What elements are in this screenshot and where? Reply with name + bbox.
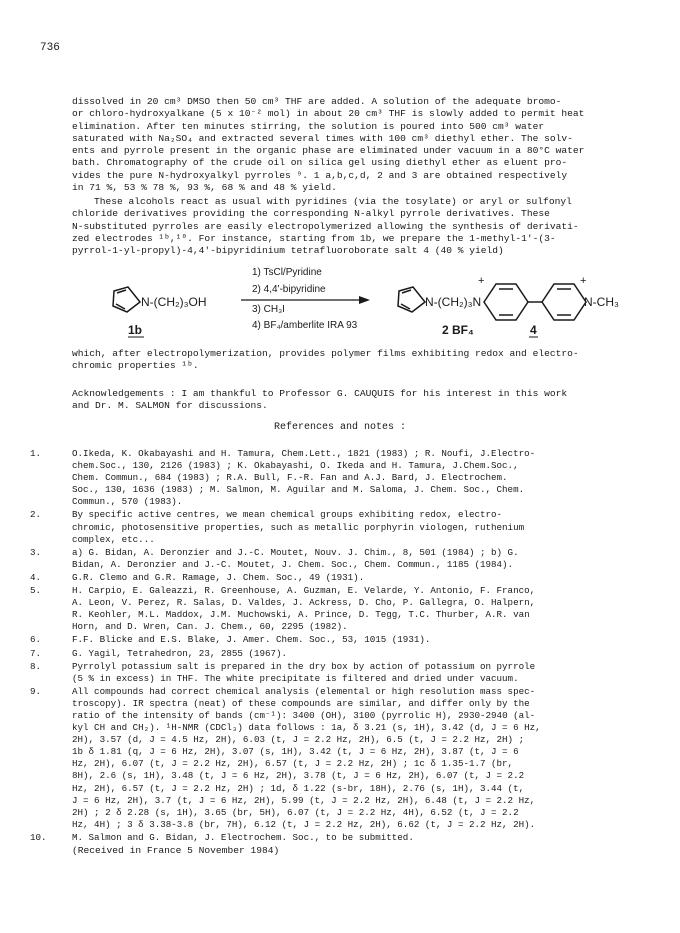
reference-line: G.R. Clemo and G.R. Ramage, J. Chem. Soc., 49 (1931). bbox=[72, 571, 365, 583]
reference-line: All compounds had correct chemical analysis (elemental or high resolution mass spec- bbox=[72, 685, 536, 697]
reference-line: O.Ikeda, K. Okabayashi and H. Tamura, Chem.Lett., 1821 (1983) ; R. Noufi, J.Electro- bbox=[72, 448, 536, 459]
reference-number: 5. bbox=[30, 585, 42, 597]
pyridinium-ring-1 bbox=[484, 284, 528, 320]
received-date: (Received in France 5 November 1984) bbox=[72, 845, 280, 856]
reference-line: 1b δ 1.81 (q, J = 6 Hz, 2H), 3.07 (s, 1H), 3.42 (t, J = 6 Hz, 2H), 3.87 (t, J = 6 bbox=[72, 746, 519, 758]
text-line: chloride derivatives providing the corresponding N-alkyl pyrrole derivatives. These bbox=[72, 208, 550, 220]
reference-item bbox=[30, 648, 654, 660]
reference-number: 2. bbox=[30, 509, 42, 521]
reference-number: 4. bbox=[30, 571, 42, 583]
reference-line: Hz, 2H), 6.07 (t, J = 2.2 Hz, 2H), 6.57 (t, J = 2.2 Hz, 2H) ; 1c δ 1.35-1.7 (br, bbox=[72, 758, 514, 770]
arrow-head-icon bbox=[359, 296, 370, 304]
reference-line: a) G. Bidan, A. Deronzier and J.-C. Moutet, Nouv. J. Chim., 8, 501 (1984) ; b) G. bbox=[72, 546, 519, 558]
text-line: saturated with Na₂SO₄ and extracted several times with 100 cm³ diethyl ether. The solv- bbox=[72, 132, 573, 144]
reference-item bbox=[30, 661, 654, 685]
text-line: vides the pure N-hydroxyalkyl pyrroles ⁹. 1 a,b,c,d, 2 and 3 are obtained respectively bbox=[72, 169, 568, 181]
reference-line: 2H) ; 2 δ 2.28 (s, 1H), 3.65 (br, 5H), 6.07 (t, J = 2.2 Hz, 4H), 6.52 (t, J = 2.2 bbox=[72, 806, 519, 818]
pyrrole-ring-product bbox=[398, 287, 425, 312]
product-label: 4 bbox=[530, 323, 537, 337]
plus-charge-2: + bbox=[580, 275, 587, 287]
reaction-step-2: 2) 4,4'-bipyridine bbox=[252, 284, 326, 295]
product-end-group: N-CH₃ bbox=[584, 295, 619, 309]
reference-line: Bidan, A. Deronzier and J.-C. Moutet, J. Chem. Soc., Chem. Commun., 1185 (1984). bbox=[72, 558, 514, 570]
reference-number: 9. bbox=[30, 685, 42, 697]
counter-ion: 2 BF₄ bbox=[442, 323, 474, 337]
reference-line: R. Keohler, M.L. Maddox, J.M. Muchowski, A. Prince, D. Tegg, T.C. Thurber, A.R. van bbox=[72, 609, 530, 621]
reference-item bbox=[30, 634, 654, 646]
text-line: and Dr. M. SALMON for discussions. bbox=[72, 400, 268, 412]
plus-charge-1: + bbox=[478, 275, 485, 287]
text-line: zed electrodes ¹ᵇ,¹⁰. For instance, starting from 1b, we prepare the 1-methyl-1'-(3- bbox=[72, 232, 556, 244]
reference-number: 7. bbox=[30, 647, 42, 659]
reference-line: By specific active centres, we mean chemical groups exhibiting redox, electro- bbox=[72, 509, 503, 521]
reactant-label: 1b bbox=[128, 323, 143, 337]
reference-line: Chem. Commun., 684 (1983) ; R.A. Bull, F.-R. Fan and A.J. Bard, J. Electrochem. bbox=[72, 472, 508, 484]
reference-number: 3. bbox=[30, 546, 42, 558]
text-line: These alcohols react as usual with pyridines (via the tosylate) or aryl or sulfonyl bbox=[94, 196, 572, 207]
text-line: N-substituted pyrroles are easily electropolymerized allowing the synthesis of derivati- bbox=[72, 220, 579, 232]
product-chain: N-(CH₂)₃N bbox=[425, 295, 482, 309]
pyrrole-ring-reactant bbox=[113, 287, 140, 312]
reference-item bbox=[30, 509, 654, 545]
paragraph-1 bbox=[72, 96, 652, 194]
reference-item bbox=[30, 832, 654, 844]
paragraph-3 bbox=[72, 348, 652, 373]
references-list bbox=[30, 448, 654, 857]
reference-line: G. Yagil, Tetrahedron, 23, 2855 (1967). bbox=[72, 647, 288, 659]
text-line: in 71 %, 53 % 78 %, 93 %, 68 % and 48 % yield. bbox=[72, 182, 337, 194]
reference-line: H. Carpio, E. Galeazzi, R. Greenhouse, A. Guzman, E. Velarde, Y. Antonio, F. Franco, bbox=[72, 585, 536, 597]
reference-line: F.F. Blicke and E.S. Blake, J. Amer. Chem. Soc., 53, 1015 (1931). bbox=[72, 634, 431, 646]
reference-line: M. Salmon and G. Bidan, J. Electrochem. Soc., to be submitted. bbox=[72, 831, 414, 843]
text-line: ents and pyrrole present in the organic phase are eliminated under vacuum in a 80°C water bbox=[72, 145, 585, 157]
reference-number: 10. bbox=[30, 831, 47, 843]
text-line: chromic properties ¹ᵇ. bbox=[72, 360, 199, 372]
reference-line: complex, etc... bbox=[72, 533, 155, 545]
reference-line: J = 6 Hz, 2H), 3.7 (t, J = 6 Hz, 2H), 5.99 (t, J = 2.2 Hz, 2H), 6.48 (t, J = 2.2 Hz, bbox=[72, 794, 536, 806]
reaction-step-4: 4) BF₄/amberlite IRA 93 bbox=[252, 320, 358, 331]
reference-line: (5 % in excess) in THF. The white precipitate is filtered and dried under vacuum. bbox=[72, 672, 519, 684]
reaction-step-3: 3) CH₃I bbox=[252, 304, 285, 315]
reaction-scheme bbox=[100, 262, 660, 344]
reference-item bbox=[30, 547, 654, 571]
acknowledgements bbox=[72, 388, 652, 413]
reference-line: kyl CH and CH₂). ¹H-NMR (CDCl₃) data follows : 1a, δ 3.21 (s, 1H), 3.42 (d, J = 6 Hz, bbox=[72, 722, 541, 734]
text-line: pyrrol-1-yl-propyl)-4,4'-bipyridinium tetrafluoroborate salt 4 (40 % yield) bbox=[72, 245, 504, 257]
text-line: Acknowledgements : I am thankful to Professor G. CAUQUIS for his interest in this work bbox=[72, 388, 568, 399]
reference-line: troscopy). IR spectra (neat) of these compounds are similar, and differ only by the bbox=[72, 697, 530, 709]
reference-line: 8H), 2.6 (s, 1H), 3.48 (t, J = 6 Hz, 2H), 3.78 (t, J = 6 Hz, 2H), 6.07 (t, J = 2.2 bbox=[72, 770, 525, 782]
reference-line: Horn, and D. Wren, Can. J. Chem., 60, 2295 (1982). bbox=[72, 621, 348, 633]
text-line: or chloro-hydroxyalkane (5 x 10⁻² mol) in about 20 cm³ THF is slowly added to permit heat bbox=[72, 108, 585, 120]
reference-item bbox=[30, 686, 654, 831]
paragraph-2 bbox=[72, 196, 652, 257]
reference-line: Pyrrolyl potassium salt is prepared in the dry box by action of potassium on pyrrole bbox=[72, 660, 536, 672]
reference-line: Hz, 4H) ; 3 δ 3.38-3.8 (br, 7H), 6.12 (t, J = 2.2 Hz, 2H), 6.62 (t, J = 2.2 Hz, 2H). bbox=[72, 818, 536, 830]
pyridinium-ring-2 bbox=[542, 284, 586, 320]
reference-item bbox=[30, 572, 654, 584]
text-line: bath. Chromatography of the crude oil on silica gel using diethyl ether as eluent pro- bbox=[72, 157, 568, 169]
reactant-group: N-(CH₂)₃OH bbox=[141, 295, 207, 309]
text-line: which, after electropolymerization, provides polymer films exhibiting redox and electro- bbox=[72, 348, 579, 359]
reference-number: 1. bbox=[30, 448, 42, 459]
reference-line: Commun., 570 (1983). bbox=[72, 496, 183, 508]
page-number: 736 bbox=[40, 42, 60, 54]
reference-line: chem.Soc., 130, 2126 (1983) ; K. Okabayashi, O. Ikeda and H. Tamura, J.Chem.Soc., bbox=[72, 460, 519, 472]
reference-number: 6. bbox=[30, 634, 42, 646]
reaction-step-1: 1) TsCl/Pyridine bbox=[252, 267, 322, 278]
reference-line: Soc., 130, 1636 (1983) ; M. Salmon, M. Aguilar and M. Saloma, J. Chem. Soc., Chem. bbox=[72, 484, 525, 496]
reference-line: Hz, 2H), 6.57 (t, J = 2.2 Hz, 2H) ; 1d, δ 1.22 (s-br, 18H), 2.76 (s, 1H), 3.44 (t, bbox=[72, 782, 525, 794]
reference-item bbox=[30, 585, 654, 633]
reference-line: A. Leon, V. Perez, R. Salas, D. Valdes, J. Ackress, D. Cho, P. Gallegra, O. Halpern, bbox=[72, 597, 536, 609]
references-title: References and notes : bbox=[273, 422, 407, 433]
reference-number: 8. bbox=[30, 660, 42, 672]
reference-line: ratio of the intensity of bands (cm⁻¹): 3400 (OH), 3100 (pyrrolic H), 2930-2940 (al- bbox=[72, 709, 536, 721]
reference-line: chromic, photosensitive properties, such as metallic porphyrin viologen, ruthenium bbox=[72, 521, 525, 533]
reference-item bbox=[30, 448, 654, 508]
reference-line: 2H), 3.57 (d, J = 4.5 Hz, 2H), 6.03 (t, J = 2.2 Hz, 2H), 6.5 (t, J = 2.2 Hz, 2H) ; bbox=[72, 734, 525, 746]
text-line: dissolved in 20 cm³ DMSO then 50 cm³ THF are added. A solution of the adequate bromo- bbox=[72, 96, 562, 107]
text-line: elimination. After ten minutes stirring, the solution is poured into 500 cm³ water bbox=[72, 120, 545, 132]
